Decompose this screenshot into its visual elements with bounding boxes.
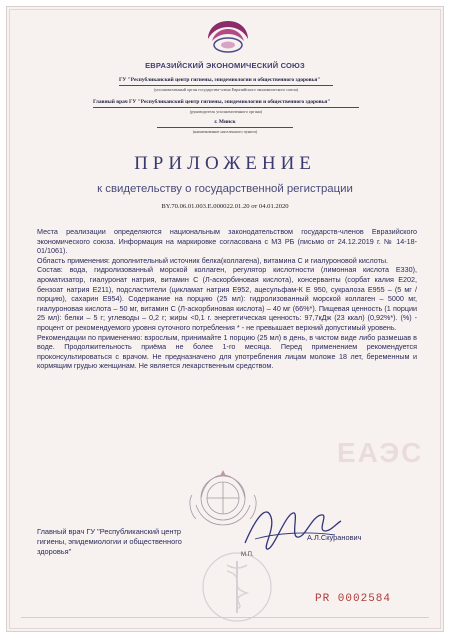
city-caption: (наименование населенного пункта) xyxy=(192,129,258,134)
city-underline xyxy=(157,127,293,128)
issuer-caption: (уполномоченный орган государства-члена Евразийского экономического союза) xyxy=(153,87,299,92)
registration-number: BY.70.06.01.003.Е.000022.01.20 от 04.01.2020 xyxy=(161,203,289,210)
eaeu-logo-icon xyxy=(202,17,254,57)
signatory-name: А.Л.Скуранович xyxy=(307,533,362,542)
document-title: ПРИЛОЖЕНИЕ xyxy=(134,153,316,174)
head-doctor-title: Главный врач ГУ "Республиканский центр гигиены, эпидемиологии и общественного здоровья" xyxy=(93,99,331,105)
signature-position: Главный врач ГУ "Республиканский центр гигиены, эпидемиологии и общественного здоровья" xyxy=(37,527,182,556)
body-paragraph-places: Места реализации определяются национальным законодательством государств-членов Евразийского экономического союза. Информация на маркировке согласована с МЗ РБ (письмо от 24.12.2019 г. № 14-18-01/1061). xyxy=(37,227,417,256)
document-body xyxy=(37,227,417,371)
certificate-page xyxy=(6,6,444,632)
stamp-place: М.П. xyxy=(241,552,254,558)
issuer-underline xyxy=(119,85,333,86)
head-doctor-underline xyxy=(93,107,359,108)
body-paragraph-recommendations: Рекомендации по применению: взрослым, принимайте 1 порцию (25 мл) в день, в чистом виде либо размешав в воде. Продолжительность приёма не более 1-го месяца. Перед применением рекомендуется проконсультироваться с врачом. Не предназначено для употребления лицам моложе 18 лет, беременным и кормящим грудью женщинам. Не является лекарственным средством. xyxy=(37,332,417,371)
body-paragraph-scope: Область применения: дополнительный источник белка(коллагена), витамина С и гиалуроновой кислоты. xyxy=(37,255,389,265)
bottom-rule xyxy=(21,617,429,618)
signature-icon xyxy=(237,495,347,557)
document-subtitle: к свидетельству о государственной регистрации xyxy=(97,183,353,195)
head-doctor-caption: (руководитель уполномоченного органа) xyxy=(189,109,263,114)
serial-number: PR 0002584 xyxy=(315,593,392,605)
watermark-text: ЕАЭС xyxy=(337,437,424,468)
caduceus-stamp-icon xyxy=(197,547,277,627)
union-name: ЕВРАЗИЙСКИЙ ЭКОНОМИЧЕСКИЙ СОЮЗ xyxy=(145,61,305,70)
city-name: г. Минск xyxy=(214,119,236,125)
issuer-name: ГУ "Республиканский центр гигиены, эпидемиологии и общественного здоровья" xyxy=(119,77,321,83)
body-paragraph-composition: Состав: вода, гидролизованный морской коллаген, регулятор кислотности (лимонная кислота Е330), ароматизатор, гиалуронат натрия, витамин С (Л-аскорбиновая кислота), консерванты (сорбат калия Е202, бензоат натрия Е211), подсластители (цикламат натрия Е952, ацесульфам-К Е 950, сукралоза Е955 – (5 мг / порцию), сахарин Е954). Содержание на порцию (25 мл): гидролизованный морской коллаген – 5000 мг, гиалуроновая кислота – 50 мг, витамин С (Л-аскорбиновая кислота) – 40 мг (66%*). Пищевая ценность (1 порции 25 мл): белки – 5 г; углеводы – 0,2 г; жиры <0,1 г. энергетическая ценность: 97,7кДж (23 ккал) (0,92%*). (%) - процент от рекомендуемого уровня суточного потребления * - не превышает верхний допустимый уровень. xyxy=(37,265,417,332)
